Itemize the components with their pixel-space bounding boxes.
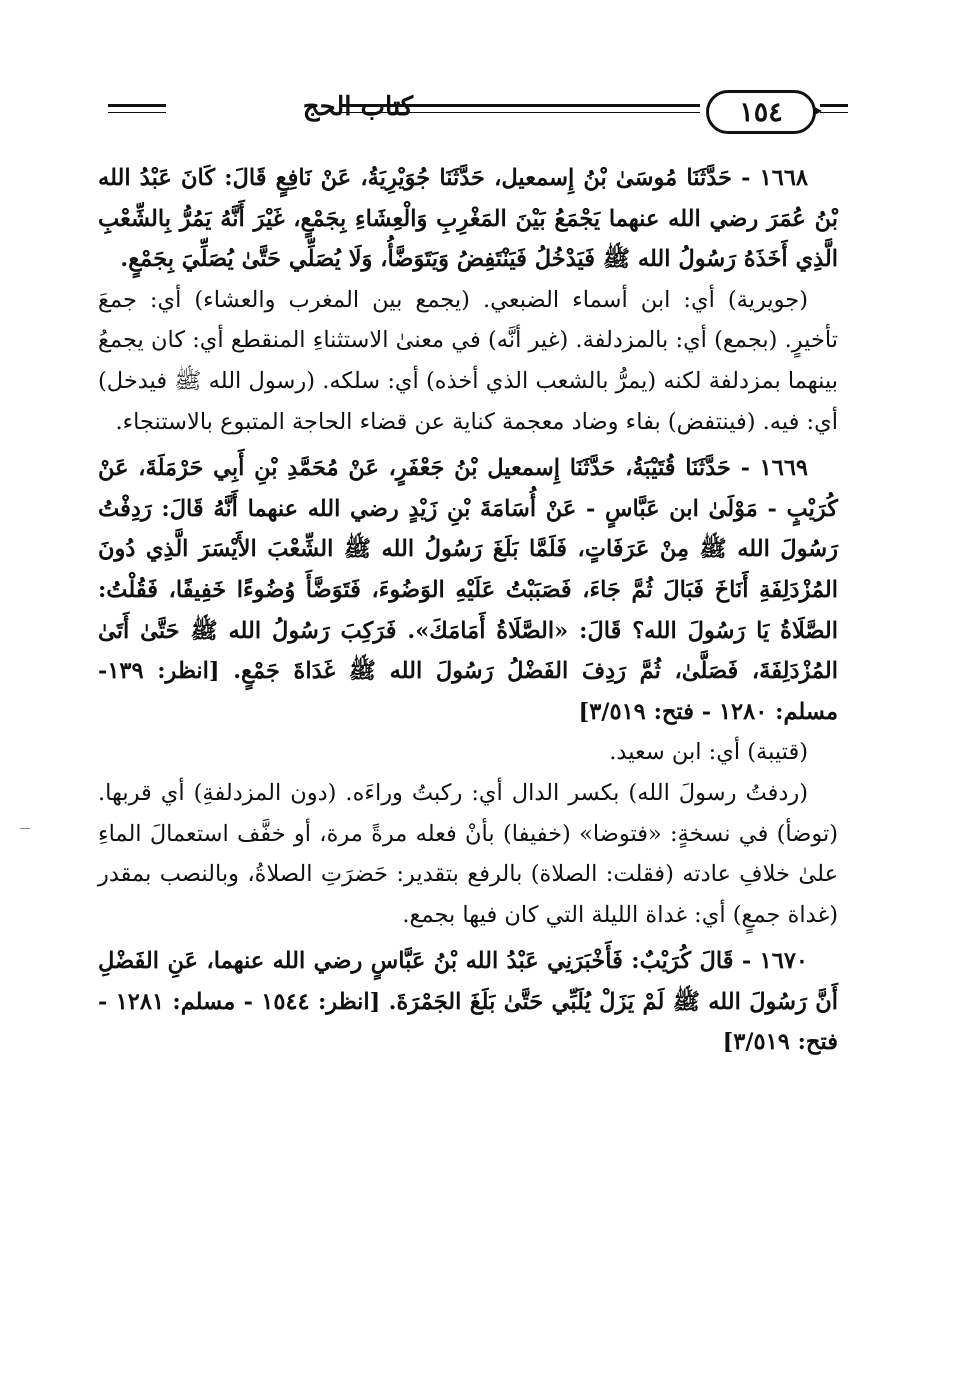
chapter-title: كتاب الحج (302, 92, 414, 122)
header-rule-right-bottom (820, 112, 848, 113)
header-rule-left-bottom (108, 112, 166, 113)
page-header (108, 88, 848, 136)
commentary-1668: (جويرية) أي: ابن أسماء الضبعي. (يجمع بين المغرب والعشاء) أي: جمعَ تأخيرٍ. (بجمع) أي: بالمزدلفة. (غير أنَّه) في معنىٰ الاستثناءِ المنقطع أي: كان يجمعُ بينهما بمزدلفة لكنه (يمرُّ بالشعب الذي أخذه) أي: سلكه. (رسول الله ﷺ فيدخل) أي: فيه. (فينتفض) بفاء وضاد معجمة كناية عن قضاء الحاجة المتبوع بالاستنجاء. (98, 286, 838, 435)
page-body (98, 158, 838, 1063)
page-number: ١٥٤ (706, 90, 816, 134)
header-rule-right-top (820, 104, 848, 107)
header-rule-middle-top (340, 104, 700, 107)
header-rule-left-top (108, 104, 166, 107)
margin-mark (20, 828, 30, 829)
commentary-1669: (ردفتُ رسولَ الله) بكسر الدال أي: ركبتُ وراءَه. (دون المزدلفةِ) أي قربها. (توضأ) في نسخةٍ: «فتوضا» (خفيفا) بأنْ فعله مرةً مرة، أو خفَّف استعمالَ الماءِ علىٰ خلافِ عادته (فقلت: الصلاة) بالرفع بتقدير: حَضرَتِ الصلاةُ، وبالنصب بمقدر (غداة جمعٍ) أي: غداة الليلة التي كان فيها بجمع. (98, 779, 838, 928)
header-rule-middle-bottom (340, 112, 700, 113)
hadith-1669: ١٦٦٩ - حَدَّثَنَا قُتَيْبَةُ، حَدَّثَنَا إِسمعيل بْنُ جَعْفَرٍ، عَنْ مُحَمَّدِ بْنِ أَبِي حَرْمَلَةَ، عَنْ كُرَيْبٍ - مَوْلَىٰ ابن عَبَّاسٍ - عَنْ أُسَامَةَ بْنِ زَيْدٍ رضي الله عنهما أَنَّهُ قَالَ: رَدِفْتُ رَسُولَ الله ﷺ مِنْ عَرَفَاتٍ، فَلَمَّا بَلَغَ رَسُولُ الله ﷺ الشِّعْبَ الأَيْسَرَ الَّذِي دُونَ المُزْدَلِفَةِ أَنَاخَ فَبَالَ ثُمَّ جَاءَ، فَصَبَبْتُ عَلَيْهِ الوَضُوءَ، فَتَوَضَّأَ وُضُوءًا خَفِيفًا، فَقُلْتُ: الصَّلَاةُ يَا رَسُولَ الله؟ قَالَ: «الصَّلَاةُ أَمَامَكَ». فَرَكِبَ رَسُولُ الله ﷺ حَتَّىٰ أَتَىٰ المُزْدَلِفَةَ، فَصَلَّىٰ، ثُمَّ رَدِفَ الفَضْلُ رَسُولَ الله ﷺ غَدَاةَ جَمْعٍ. [انظر: ١٣٩- مسلم: ١٢٨٠ - فتح: ٣/٥١٩] (98, 455, 838, 725)
commentary-1669-qutayba: (قتيبة) أي: ابن سعيد. (609, 739, 808, 766)
hadith-1668: ١٦٦٨ - حَدَّثَنَا مُوسَىٰ بْنُ إِسمعيل، حَدَّثَنَا جُوَيْرِيَةُ، عَنْ نَافِعٍ قَالَ: كَانَ عَبْدُ الله بْنُ عُمَرَ رضي الله عنهما يَجْمَعُ بَيْنَ المَغْرِبِ وَالْعِشَاءِ بِجَمْعٍ، غَيْرَ أَنَّهُ يَمُرُّ بِالشِّعْبِ الَّذِي أَخَذَهُ رَسُولُ الله ﷺ فَيَدْخُلُ فَيَنْتَفِضُ وَيَتَوَضَّأُ، وَلَا يُصَلِّي حَتَّىٰ يُصَلِّيَ بِجَمْعٍ. (98, 165, 838, 273)
hadith-1670: ١٦٧٠ - قَالَ كُرَيْبٌ: فَأَخْبَرَنِي عَبْدُ الله بْنُ عَبَّاسٍ رضي الله عنهما، عَنِ الفَضْلِ أَنَّ رَسُولَ الله ﷺ لَمْ يَزَلْ يُلَبِّي حَتَّىٰ بَلَغَ الجَمْرَةَ. [انظر: ١٥٤٤ - مسلم: ١٢٨١ - فتح: ٣/٥١٩] (98, 948, 839, 1056)
